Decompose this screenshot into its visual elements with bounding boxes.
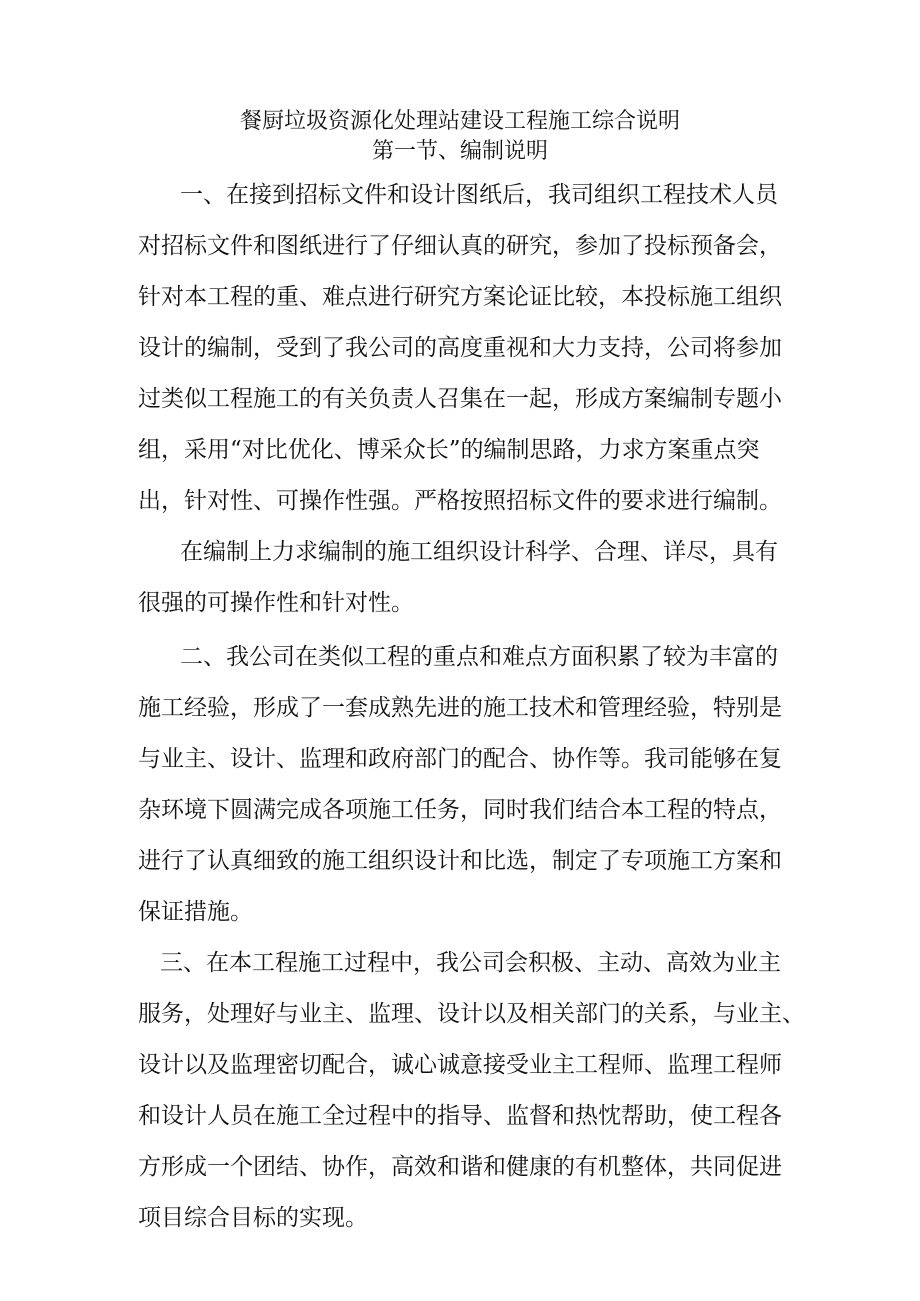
section-heading: 第一节、编制说明: [371, 139, 548, 164]
paragraph-1-line-5: 过类似工程施工的有关负责人召集在一起，形成方案编制专题小: [138, 386, 782, 412]
paragraph-4-line-1: 三、在本工程施工过程中，我公司会积极、主动、高效为业主: [160, 950, 781, 976]
paragraph-3-line-2: 施工经验，形成了一套成熟先进的施工技术和管理经验，特别是: [138, 695, 782, 721]
paragraph-4-line-2: 服务，处理好与业主、监理、设计以及相关部门的关系，与业主、: [138, 1001, 805, 1027]
paragraph-3-line-4: 杂环境下圆满完成各项施工任务，同时我们结合本工程的特点，: [138, 797, 782, 823]
paragraph-3-line-3: 与业主、设计、监理和政府部门的配合、协作等。我司能够在复: [138, 746, 782, 772]
paragraph-1-line-6: 组，采用“对比优化、博采众长”的编制思路，力求方案重点突: [138, 437, 760, 463]
paragraph-1-line-2: 对招标文件和图纸进行了仔细认真的研究，参加了投标预备会，: [138, 233, 782, 259]
paragraph-1-line-4: 设计的编制，受到了我公司的高度重视和大力支持，公司将参加: [138, 335, 782, 361]
paragraph-4-line-6: 项目综合目标的实现。: [138, 1205, 368, 1231]
paragraph-3-line-5: 进行了认真细致的施工组织设计和比选，制定了专项施工方案和: [138, 848, 782, 874]
paragraph-1-line-3: 针对本工程的重、难点进行研究方案论证比较，本投标施工组织: [138, 284, 782, 310]
paragraph-2-line-1: 在编制上力求编制的施工组织设计科学、合理、详尽，具有: [180, 539, 778, 565]
paragraph-1-line-1: 一、在接到招标文件和设计图纸后，我司组织工程技术人员: [180, 182, 778, 208]
paragraph-4-line-5: 方形成一个团结、协作，高效和谐和健康的有机整体，共同促进: [138, 1154, 782, 1180]
paragraph-4-line-3: 设计以及监理密切配合，诚心诚意接受业主工程师、监理工程师: [138, 1052, 782, 1078]
paragraph-1-line-7: 出，针对性、可操作性强。严格按照招标文件的要求进行编制。: [138, 488, 782, 514]
document-title: 餐厨垃圾资源化处理站建设工程施工综合说明: [239, 109, 680, 134]
paragraph-3-line-6: 保证措施。: [138, 899, 253, 925]
paragraph-4-line-4: 和设计人员在施工全过程中的指导、监督和热忱帮助，使工程各: [138, 1103, 782, 1129]
paragraph-2-line-2: 很强的可操作性和针对性。: [138, 590, 414, 616]
paragraph-3-line-1: 二、我公司在类似工程的重点和难点方面积累了较为丰富的: [180, 644, 778, 670]
